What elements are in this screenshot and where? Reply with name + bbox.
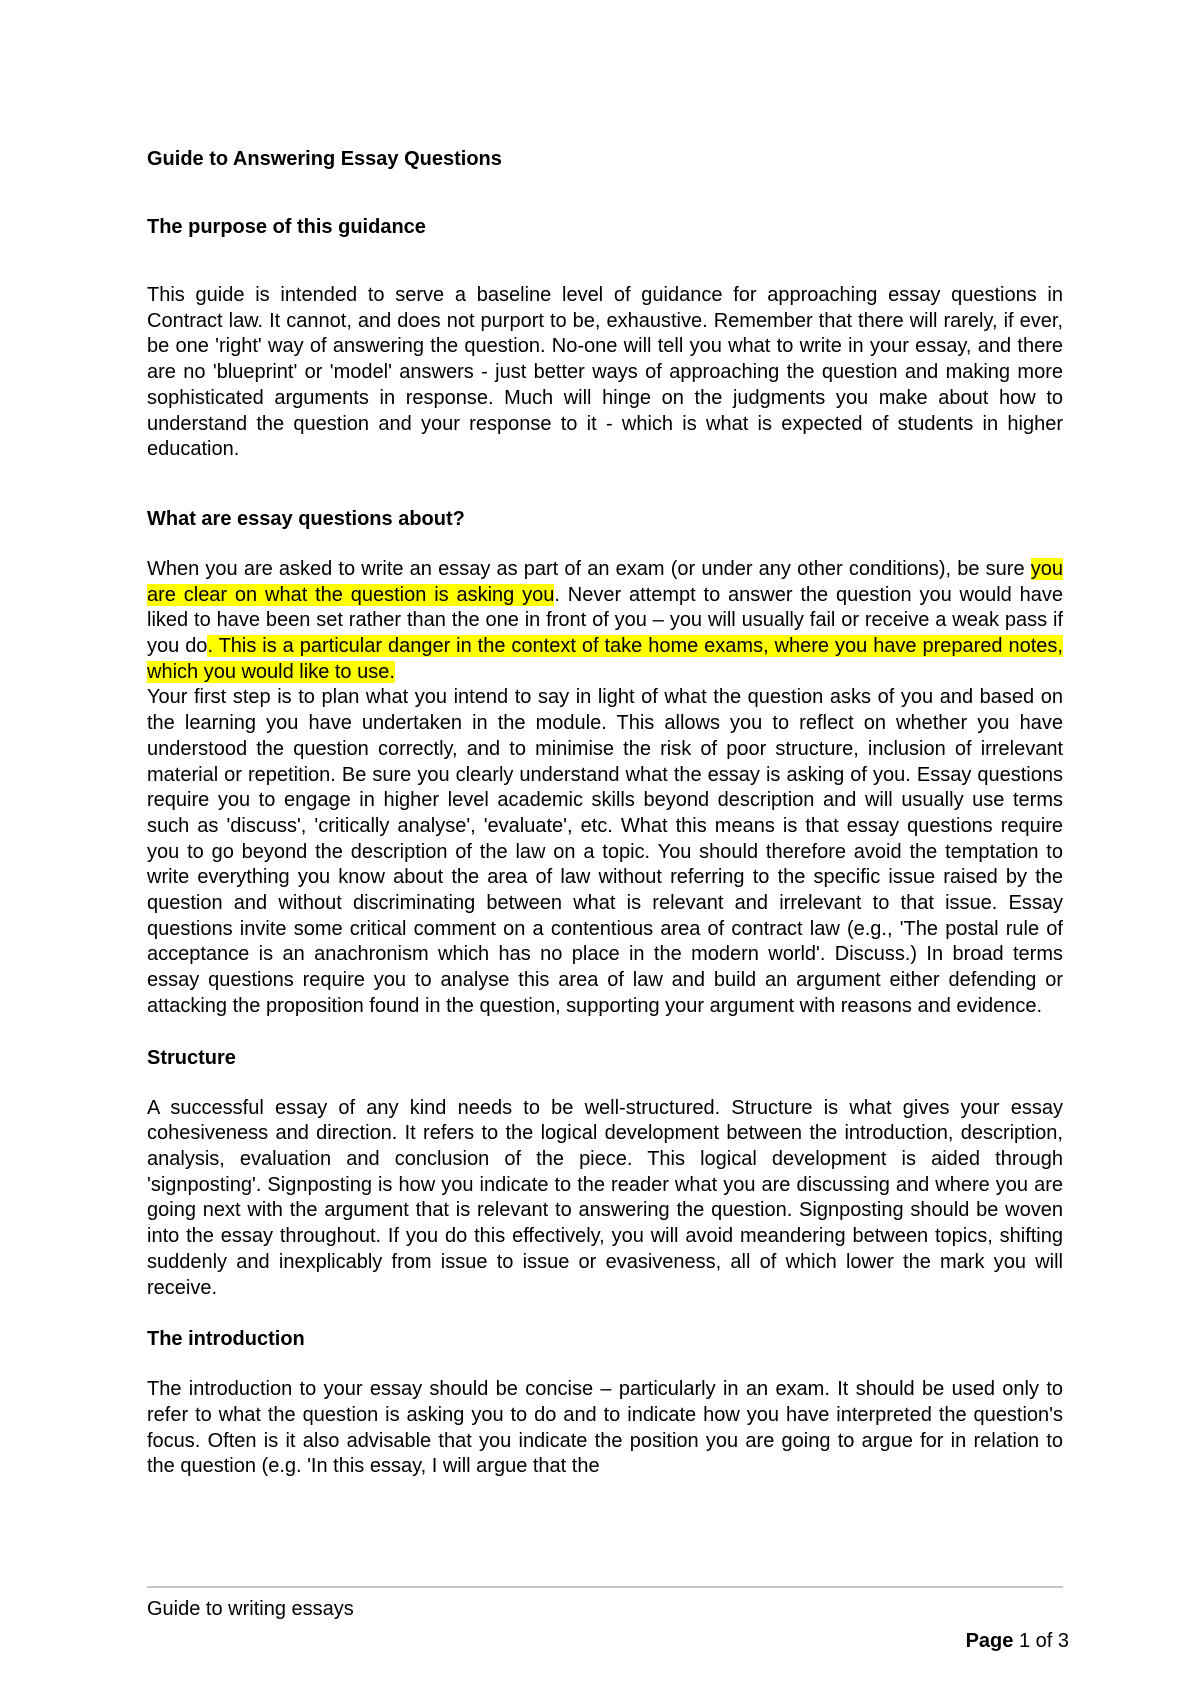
paragraph-about-1 [147, 557, 1063, 686]
footer-divider [147, 1586, 1063, 1588]
heading-about: What are essay questions about? [147, 507, 465, 530]
footer-label: Guide to writing essays [147, 1598, 354, 1620]
document-title: Guide to Answering Essay Questions [147, 148, 502, 170]
paragraph-structure: A successful essay of any kind needs to be well-structured. Structure is what gives your essay cohesiveness and direction. It refers to the logical development between the introduction, description, analysis, evaluation and conclusion of the piece. This logical development is aided through 'signposting'. Signposting is how you indicate to the reader what you are discussing and where you are going next with the argument that is relevant to answering the question. Signposting should be woven into the essay throughout. If you do this effectively, you will avoid meandering between topics, shifting suddenly and inexplicably from issue to issue or evasiveness, all of which lower the mark you will receive. [147, 1096, 1063, 1299]
heading-introduction: The introduction [147, 1328, 305, 1351]
text-run: . Never attempt to answer the question you would have liked to have been set rather than the one in front of you – you will usually fail or receive a weak pass if you do [147, 583, 1063, 658]
page-total: 3 [1057, 1630, 1069, 1652]
page-current: 1 [1018, 1630, 1031, 1652]
paragraph-introduction: The introduction to your essay should be concise – particularly in an exam. It should be used only to refer to what the question is asking you to do and to indicate how you have interpreted the question's focus. Often is it also advisable that you indicate the position you are going to argue for in relation to the question (e.g. 'In this essay, I will argue that the [147, 1378, 1063, 1478]
page-number [966, 1628, 1069, 1654]
heading-structure: Structure [147, 1046, 236, 1069]
heading-purpose: The purpose of this guidance [147, 216, 426, 238]
highlighted-text: you are clear on what the question is asking you [147, 557, 1063, 606]
document-body [147, 146, 1063, 1480]
page-of: of [1035, 1630, 1053, 1652]
text-run: When you are asked to write an essay as part of an exam (or under any other conditions), be sure [147, 557, 1031, 580]
paragraph-purpose: This guide is intended to serve a baseline level of guidance for approaching essay questions in Contract law. It cannot, and does not purport to be, exhaustive. Remember that there will rarely, if ever, be one 'right' way of answering the question. No-one will tell you what to write in your essay, and there are no 'blueprint' or 'model' answers - just better ways of approaching the question and making more sophisticated arguments in response. Much will hinge on the judgments you make about how to understand the question and your response to it - which is what is expected of students in higher education. [147, 284, 1063, 461]
page-word: Page [965, 1630, 1014, 1652]
paragraph-about-2: Your first step is to plan what you intend to say in light of what the question asks of you and based on the learning you have undertaken in the module. This allows you to reflect on whether you have understood the question correctly, and to minimise the risk of poor structure, inclusion of irrelevant material or repetition. Be sure you clearly understand what the essay is asking of you. Essay questions require you to engage in higher level academic skills beyond description and will usually use terms such as 'discuss', 'critically analyse', 'evaluate', etc. What this means is that essay questions require you to go beyond the description of the law on a topic. You should therefore avoid the temptation to write everything you know about the area of law without referring to the specific issue raised by the question and without discriminating between what is relevant and irrelevant to that issue. Essay questions invite some critical comment on a contentious area of contract law (e.g., 'The postal rule of acceptance is an anachronism which has no place in the modern world'. Discuss.) In broad terms essay questions require you to analyse this area of law and build an argument either defending or attacking the proposition found in the question, supporting your argument with reasons and evidence. [147, 686, 1063, 1017]
highlighted-text: . This is a particular danger in the context of take home exams, where you have prepared notes, which you would like to use. [147, 635, 1063, 683]
